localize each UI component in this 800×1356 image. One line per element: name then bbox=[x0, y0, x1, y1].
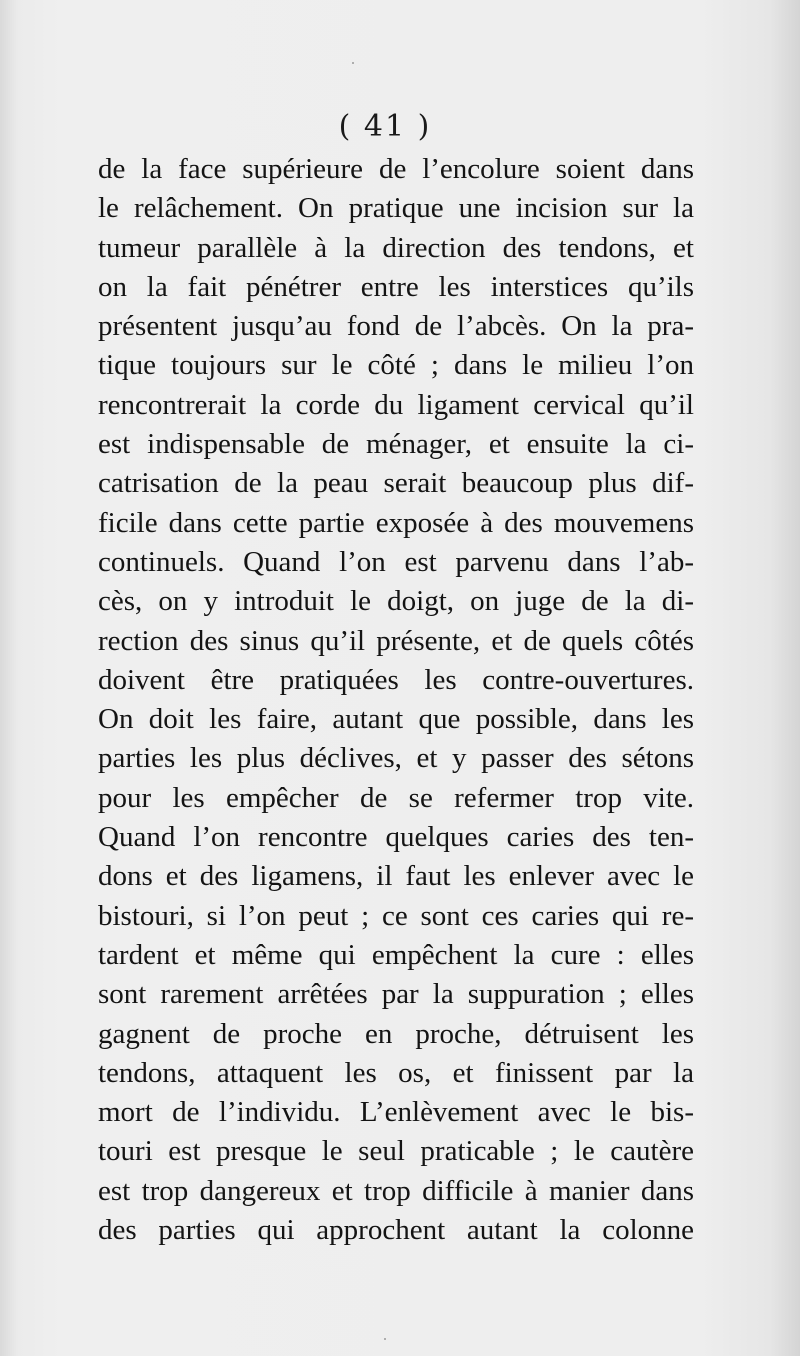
scan-speck bbox=[384, 1338, 386, 1340]
text-line: Quand l’on rencontre quelques caries des ten- bbox=[98, 821, 694, 854]
text-line: tique toujours sur le côté ; dans le milieu l’on bbox=[98, 349, 694, 382]
text-line: parties les plus déclives, et y passer des sétons bbox=[98, 742, 694, 775]
text-line: tardent et même qui empêchent la cure : elles bbox=[98, 938, 694, 971]
text-line: dons et des ligamens, il faut les enlever avec le bbox=[98, 860, 694, 893]
text-line: doivent être pratiquées les contre-ouvertures. bbox=[98, 663, 694, 696]
text-line: rencontrerait la corde du ligament cervical qu’il bbox=[98, 388, 694, 421]
text-line: des parties qui approchent autant la colonne bbox=[98, 1214, 694, 1247]
text-line: tumeur parallèle à la direction des tendons, et bbox=[98, 231, 694, 264]
text-line: est indispensable de ménager, et ensuite la ci- bbox=[98, 428, 694, 461]
text-line: On doit les faire, autant que possible, dans les bbox=[98, 703, 694, 736]
text-line: ficile dans cette partie exposée à des mouvemens bbox=[98, 506, 694, 539]
text-line: rection des sinus qu’il présente, et de quels côtés bbox=[98, 624, 694, 657]
body-text bbox=[98, 150, 694, 1250]
text-line: est trop dangereux et trop difficile à manier dans bbox=[98, 1174, 694, 1207]
scan-speck bbox=[352, 62, 354, 64]
text-line: présentent jusqu’au fond de l’abcès. On la pra- bbox=[98, 310, 694, 343]
text-line: sont rarement arrêtées par la suppuration ; elles bbox=[98, 978, 694, 1011]
text-line: cès, on y introduit le doigt, on juge de la di- bbox=[98, 585, 694, 618]
text-line: gagnent de proche en proche, détruisent les bbox=[98, 1017, 694, 1050]
text-line: continuels. Quand l’on est parvenu dans l’ab- bbox=[98, 545, 694, 578]
text-line: catrisation de la peau serait beaucoup plus dif- bbox=[98, 467, 694, 500]
text-line: mort de l’individu. L’enlèvement avec le bis- bbox=[98, 1096, 694, 1129]
text-line: de la face supérieure de l’encolure soient dans bbox=[98, 153, 694, 185]
text-line: touri est presque le seul praticable ; le cautère bbox=[98, 1135, 694, 1168]
page-number: ( 41 ) bbox=[338, 109, 432, 144]
text-line: on la fait pénétrer entre les interstices qu’ils bbox=[98, 270, 694, 303]
text-line: bistouri, si l’on peut ; ce sont ces caries qui re- bbox=[98, 899, 694, 932]
text-line: pour les empêcher de se refermer trop vite. bbox=[98, 781, 694, 814]
text-line: tendons, attaquent les os, et finissent par la bbox=[98, 1056, 694, 1089]
text-line: le relâchement. On pratique une incision sur la bbox=[98, 192, 694, 225]
